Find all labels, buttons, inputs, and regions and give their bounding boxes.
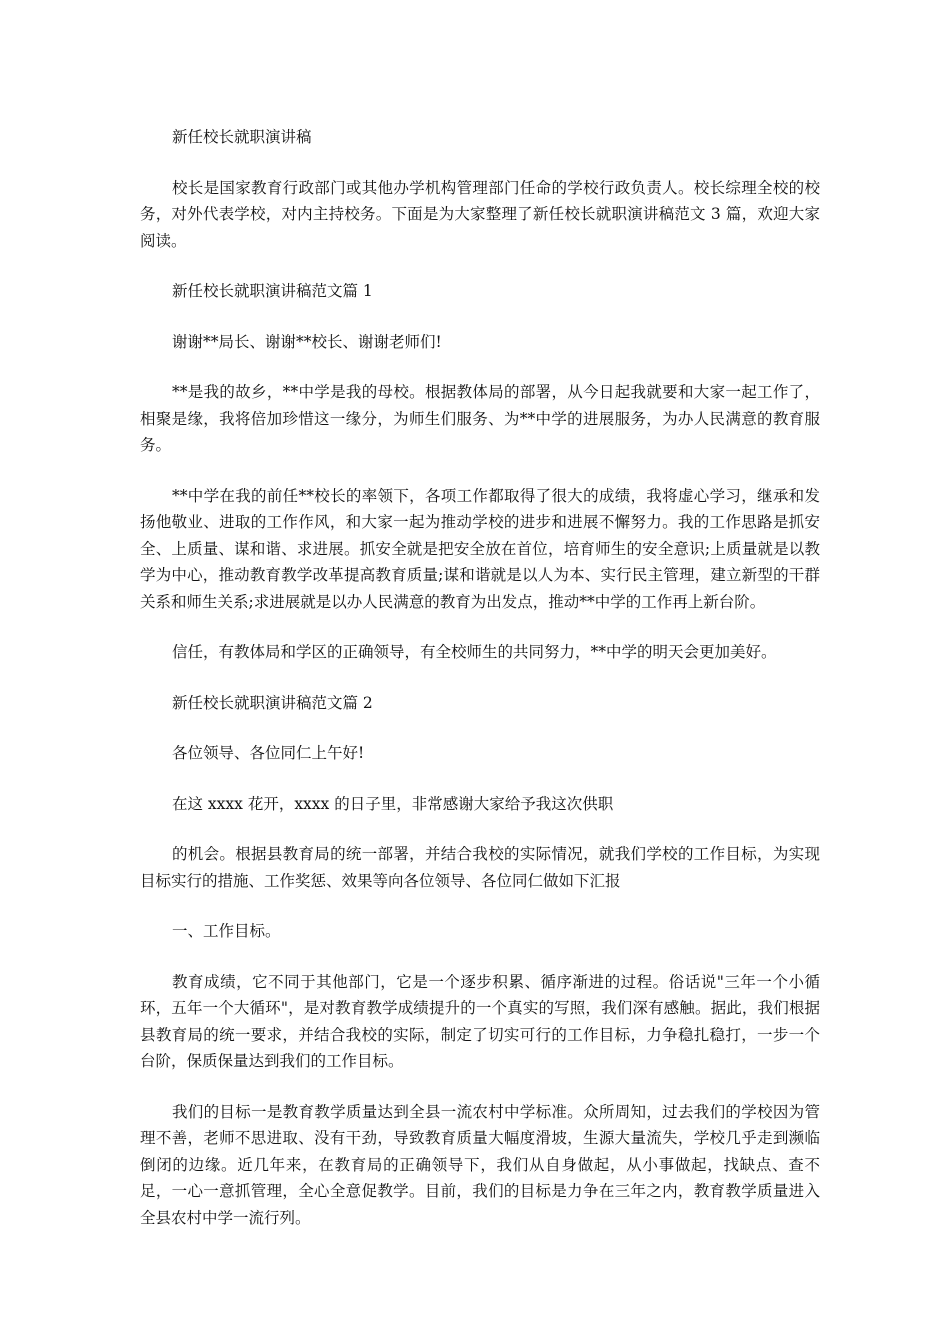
body-paragraph: 在这 xxxx 花开，xxxx 的日子里，非常感谢大家给予我这次供职 [172,794,614,813]
body-paragraph: 我们的目标一是教育教学质量达到全县一流农村中学标准。众所周知，过去我们的学校因为管理不善，老师不思进取、没有干劲，导致教育质量大幅度滑坡，生源大量流失，学校几乎走到濒临倒闭的边缘。近几年来，在教育局的正确领导下，我们从自身做起，从小事做起，找缺点、查不足，一心一意抓管理，全心全意促教学。目前，我们的目标是力争在三年之内，教育教学质量进入全县农村中学一流行列。 [140,1102,820,1227]
subsection-heading: 一、工作目标。 [172,922,281,940]
body-paragraph: **中学在我的前任**校长的率领下，各项工作都取得了很大的成绩，我将虚心学习，继承和发扬他敬业、进取的工作作风，和大家一起为推动学校的进步和进展不懈努力。我的工作思路是抓安全、上质量、谋和谐、求进展。抓安全就是把安全放在首位，培育师生的安全意识;上质量就是以教学为中心，推动教育教学改革提高教育质量;谋和谐就是以人为本、实行民主管理，建立新型的干群关系和师生关系;求进展就是以办人民满意的教育为出发点，推动**中学的工作再上新台阶。 [140,486,820,611]
body-paragraph: 信任，有教体局和学区的正确领导，有全校师生的共同努力，**中学的明天会更加美好。 [172,643,777,661]
body-paragraph: 教育成绩，它不同于其他部门，它是一个逐步积累、循序渐进的过程。俗话说"三年一个小循环，五年一个大循环"，是对教育教学成绩提升的一个真实的写照，我们深有感触。据此，我们根据县教育局的统一要求，并结合我校的实际，制定了切实可行的工作目标，力争稳扎稳打，一步一个台阶，保质保量达到我们的工作目标。 [140,972,820,1070]
section-heading-1: 新任校长就职演讲稿范文篇 1 [172,282,373,300]
document-body [140,124,820,1255]
intro-paragraph: 校长是国家教育行政部门或其他办学机构管理部门任命的学校行政负责人。校长综理全校的校务，对外代表学校，对内主持校务。下面是为大家整理了新任校长就职演讲稿范文 3 篇，欢迎大家阅读。 [140,178,820,250]
section-heading-2: 新任校长就职演讲稿范文篇 2 [172,693,373,712]
body-paragraph: 的机会。根据县教育局的统一部署，并结合我校的实际情况，就我们学校的工作目标，为实现目标实行的措施、工作奖惩、效果等向各位领导、各位同仁做如下汇报 [140,845,820,890]
greeting-paragraph-1: 谢谢**局长、谢谢**校长、谢谢老师们! [172,332,442,351]
document-title: 新任校长就职演讲稿 [172,128,312,146]
greeting-paragraph-2: 各位领导、各位同仁上午好! [172,744,365,762]
body-paragraph: **是我的故乡，**中学是我的母校。根据教体局的部署，从今日起我就要和大家一起工作了，相聚是缘，我将倍加珍惜这一缘分，为师生们服务、为**中学的进展服务，为办人民满意的教育服务。 [140,383,820,454]
